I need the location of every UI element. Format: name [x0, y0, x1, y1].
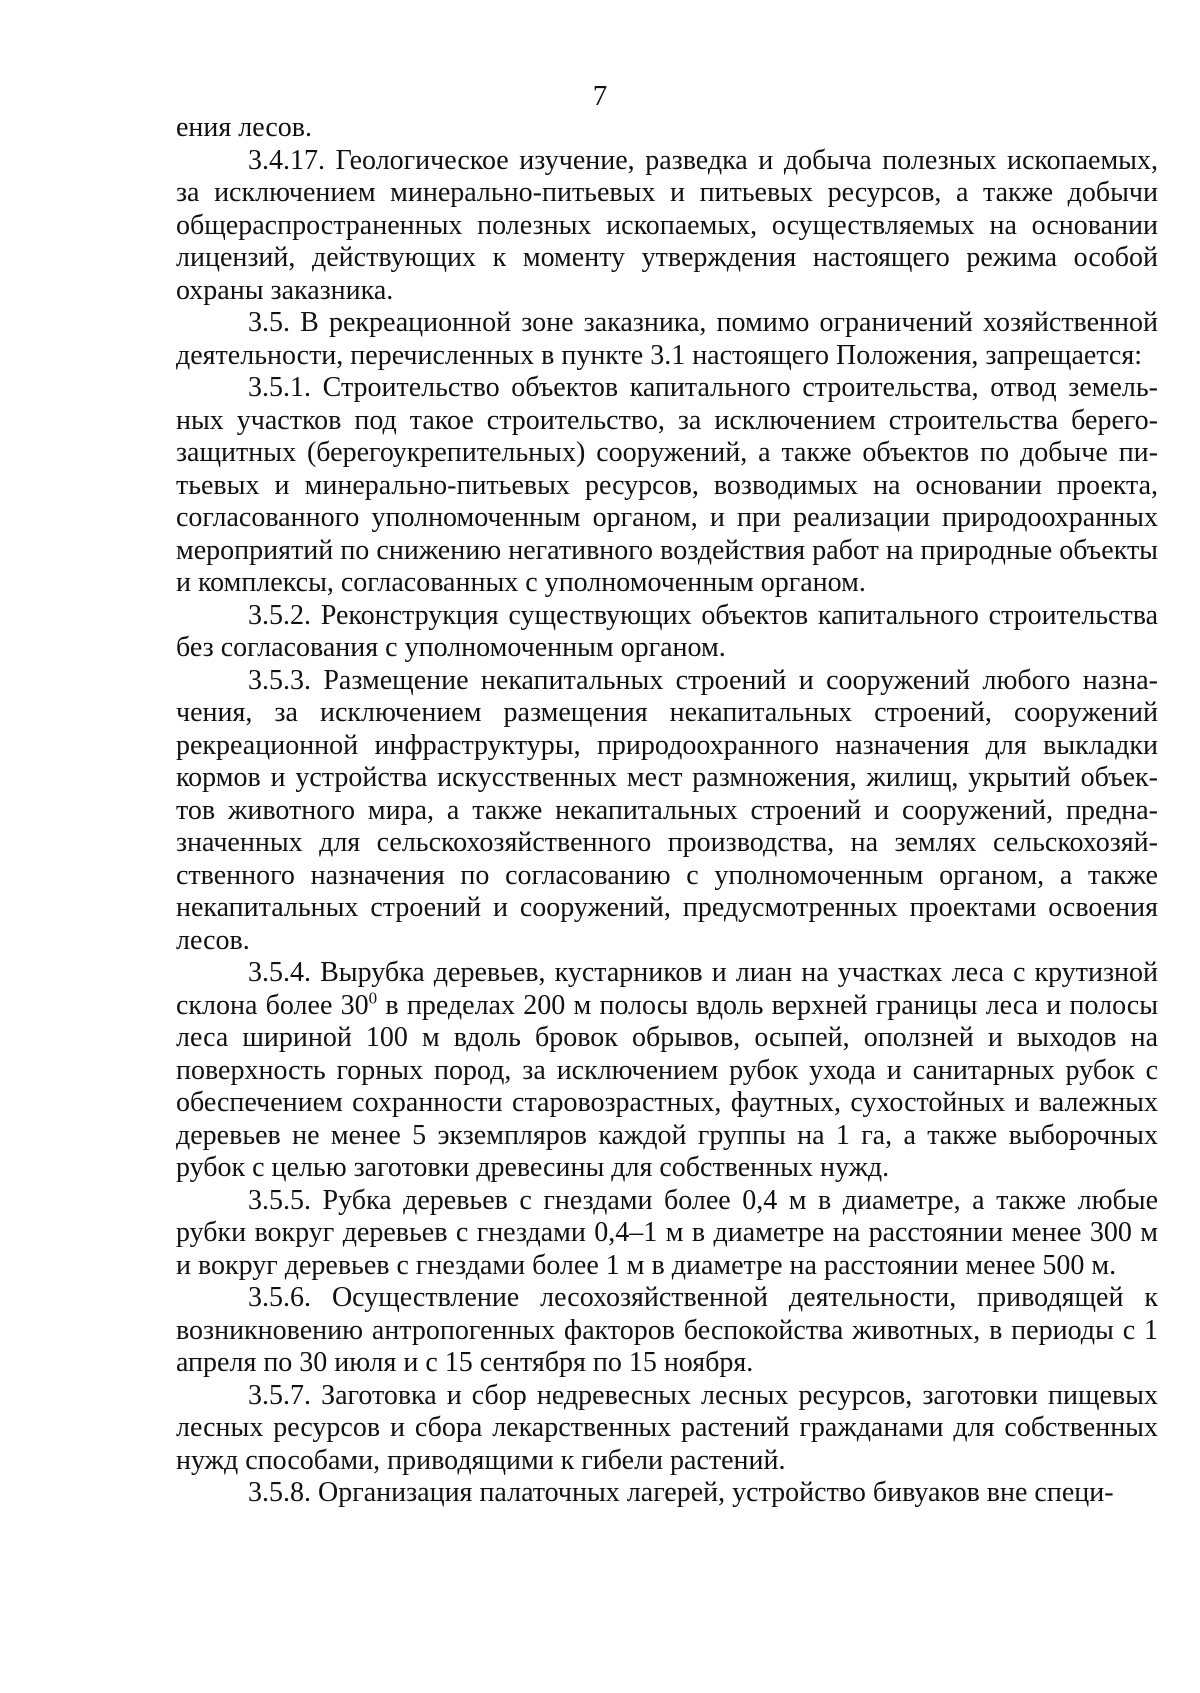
paragraph-3-5-3: 3.5.3. Размещение некапитальных строений и сооружений любого назначения, за исключением размещения некапитальных строений, сооружений рекреационной инфраструктуры, природоохранного назначения для выкладки кормов и устройства искусственных мест размножения, жилищ, укрытий объектов животного мира, а также некапитальных строений и сооружений, предназначенных для сельскохозяйственного производства, на землях сельскохозяйственного назначения по согласованию с уполномоченным органом, а также некапитальных строений и сооружений, предусмотренных проектами освоения лесов. — [176, 664, 1158, 956]
paragraph-3-4-17: 3.4.17. Геологическое изучение, разведка и добыча полезных ископаемых, за исключением минерально-питьевых и питьевых ресурсов, а также добычи общераспространенных полезных ископаемых, осуществляемых на основании лицензий, действующих к моменту утверждения настоящего режима особой охраны заказника. — [176, 144, 1158, 306]
paragraph-3-5-8: 3.5.8. Организация палаточных лагерей, устройство бивуаков вне специ- — [248, 1477, 1114, 1508]
paragraph-3-5: 3.5. В рекреационной зоне заказника, помимо ограничений хозяйственной деятельности, перечисленных в пункте 3.1 настоящего Положения, запрещается: — [176, 307, 1158, 371]
document-body — [176, 112, 1158, 1510]
paragraph-3-5-4 — [176, 957, 1158, 1185]
paragraph-3-5-4-text-after: в пределах 200 м полосы вдоль верхней границы леса и полосы леса шириной 100 м вдоль бровок обрывов, осыпей, оползней и выходов на поверхность горных пород, за исключением рубок ухода и санитарных рубок с обеспечением сохранности старовозрастных, фаутных, сухостойных и валежных деревьев не менее 5 экземпляров каждой группы на 1 га, а также выборочных рубок с целью заготовки древесины для собственных нужд. — [176, 989, 1159, 1183]
paragraph-3-5-2: 3.5.2. Реконструкция существующих объектов капитального строительства без согласования с уполномоченным органом. — [176, 599, 1158, 663]
paragraph-continuation: ения лесов. — [176, 112, 313, 143]
paragraph-3-5-4-text-before: 3.5.4. Вырубка деревьев, кустарников и лиан на участках леса с крутизной склона более 30 — [176, 957, 1158, 1021]
degree-superscript: 0 — [368, 988, 378, 1008]
page-number: 7 — [592, 80, 608, 112]
paragraph-3-5-1: 3.5.1. Строительство объектов капитального строительства, отвод земельных участков под такое строительство, за исключением строительства берегозащитных (берегоукрепительных) сооружений, а также объектов по добыче питьевых и минерально-питьевых ресурсов, возводимых на основании проекта, согласованного уполномоченным органом, и при реализации природоохранных мероприятий по снижению негативного воздействия работ на природные объекты и комплексы, согласованных с уполномоченным органом. — [176, 372, 1158, 598]
paragraph-3-5-7: 3.5.7. Заготовка и сбор недревесных лесных ресурсов, заготовки пищевых лесных ресурсов и сбора лекарственных растений гражданами для собственных нужд способами, приводящими к гибели растений. — [176, 1379, 1158, 1476]
paragraph-3-5-5: 3.5.5. Рубка деревьев с гнездами более 0,4 м в диаметре, а также любые рубки вокруг деревьев с гнездами 0,4–1 м в диаметре на расстоянии менее 300 м и вокруг деревьев с гнездами более 1 м в диаметре на расстоянии менее 500 м. — [176, 1184, 1158, 1281]
paragraph-3-5-6: 3.5.6. Осуществление лесохозяйственной деятельности, приводящей к возникновению антропогенных факторов беспокойства животных, в периоды с 1 апреля по 30 июля и с 15 сентября по 15 ноября. — [176, 1282, 1158, 1378]
